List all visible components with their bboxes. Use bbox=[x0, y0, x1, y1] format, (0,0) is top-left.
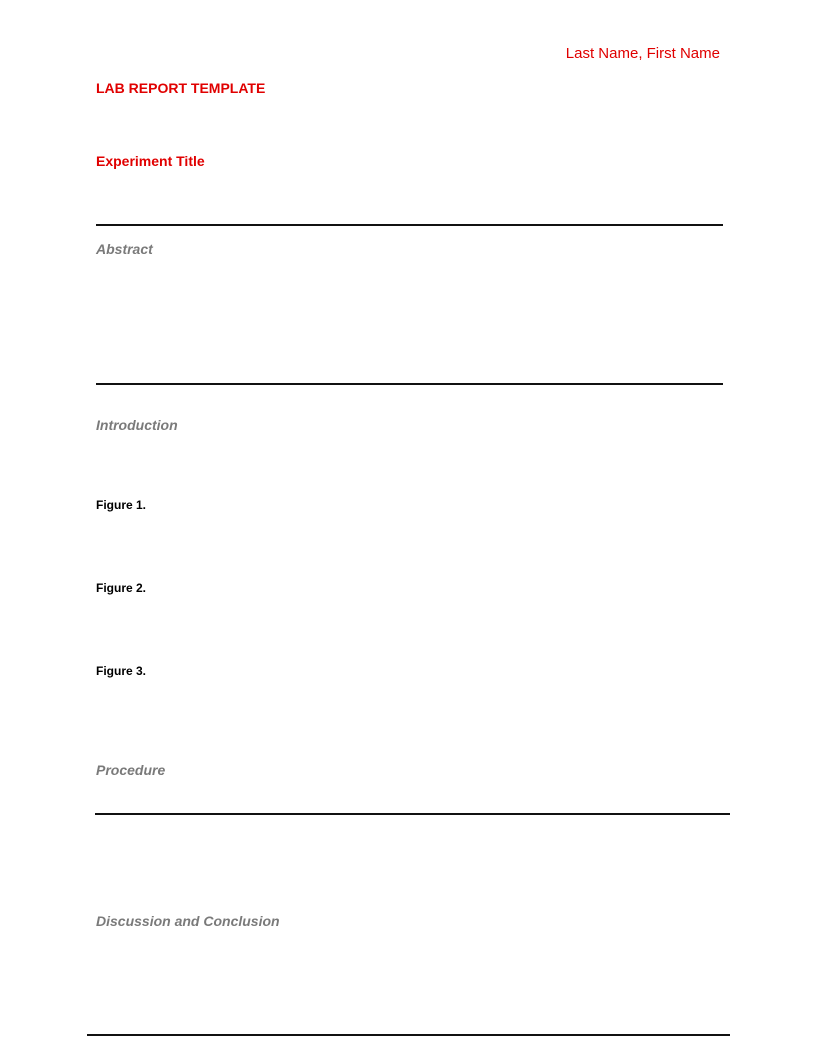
divider-after-procedure bbox=[95, 813, 730, 815]
divider-bottom bbox=[87, 1034, 730, 1036]
section-heading-abstract: Abstract bbox=[96, 241, 153, 257]
experiment-title: Experiment Title bbox=[96, 153, 205, 169]
figure-2-caption: Figure 2. bbox=[96, 581, 147, 595]
figure-3-caption: Figure 3. bbox=[96, 664, 147, 678]
divider-after-title bbox=[96, 224, 723, 226]
author-name: Last Name, First Name bbox=[565, 45, 720, 62]
document-title: LAB REPORT TEMPLATE bbox=[96, 80, 266, 96]
section-heading-procedure: Procedure bbox=[96, 762, 166, 778]
section-heading-introduction: Introduction bbox=[96, 417, 178, 433]
divider-after-abstract bbox=[96, 383, 723, 385]
figure-1-caption: Figure 1. bbox=[96, 498, 147, 512]
section-heading-discussion: Discussion and Conclusion bbox=[96, 913, 280, 929]
